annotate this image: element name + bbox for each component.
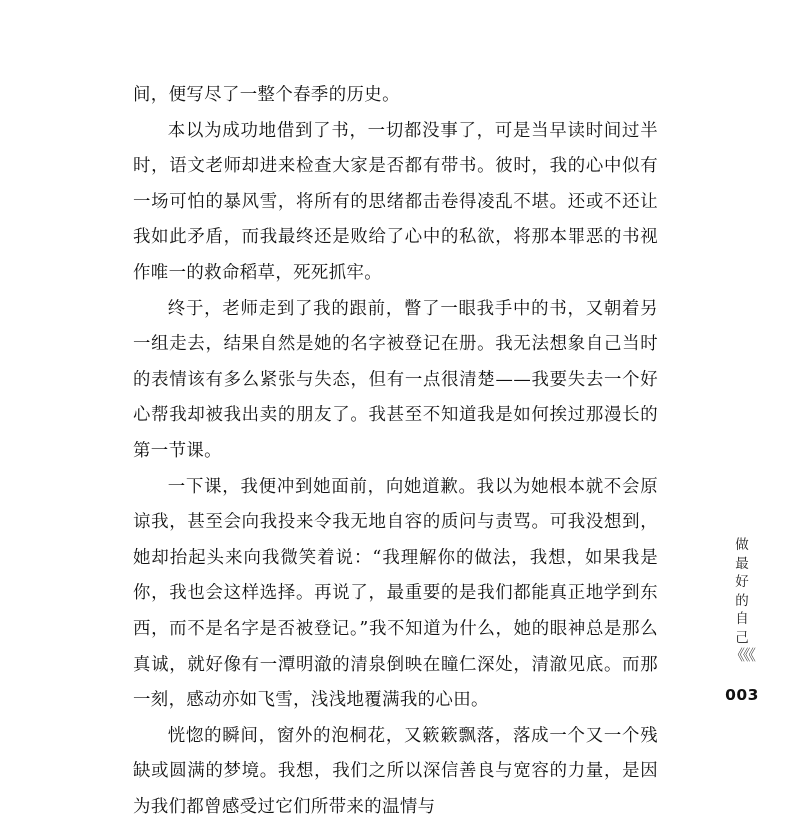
paragraph-4: 一下课，我便冲到她面前，向她道歉。我以为她根本就不会原谅我，甚至会向我投来令我无地自容的质问与责骂。可我没想到，她却抬起头来向我微笑着说：“我理解你的做法，我想，如果我是你，我也会这样选择。再说了，最重要的是我们都能真正地学到东西，而不是名字是否被登记。”我不知道为什么，她的眼神总是那么真诚，就好像有一潭明澈的清泉倒映在瞳仁深处，清澈见底。而那一刻，感动亦如飞雪，浅浅地覆满我的心田。 [133, 476, 658, 711]
chevron-ornament-icon: 《《《 [729, 646, 754, 664]
running-title-char-3: 好 [735, 574, 749, 590]
running-title-char-2: 最 [735, 555, 749, 572]
running-title-char-5: 自 [735, 611, 749, 627]
paragraph-1: 间，便写尽了一整个春季的历史。 [133, 85, 400, 105]
paragraph-5: 恍惚的瞬间，窗外的泡桐花，又簌簌飘落，落成一个又一个残缺或圆满的梦境。我想，我们之所以深信善良与宽容的力量，是因为我们都曾感受过它们所带来的温情与 [133, 725, 658, 817]
running-title-vertical [731, 536, 753, 647]
body-text-column [133, 78, 658, 825]
page-number: 003 [725, 686, 759, 704]
paragraph-3: 终于，老师走到了我的跟前，瞥了一眼我手中的书，又朝着另一组走去，结果自然是她的名字被登记在册。我无法想象自己当时的表情该有多么紧张与失态，但有一点很清楚——我要失去一个好心帮我却被我出卖的朋友了。我甚至不知道我是如何挨过那漫长的第一节课。 [133, 298, 658, 461]
running-title-char-1: 做 [735, 537, 749, 553]
paragraph-2: 本以为成功地借到了书，一切都没事了，可是当早读时间过半时，语文老师却进来检查大家是否都有带书。彼时，我的心中似有一场可怕的暴风雪，将所有的思绪都击卷得凌乱不堪。还或不还让我如此矛盾，而我最终还是败给了心中的私欲，将那本罪恶的书视作唯一的救命稻草，死死抓牢。 [133, 120, 658, 283]
running-title-char-6: 己 [735, 629, 749, 646]
running-title-char-4: 的 [735, 592, 749, 609]
